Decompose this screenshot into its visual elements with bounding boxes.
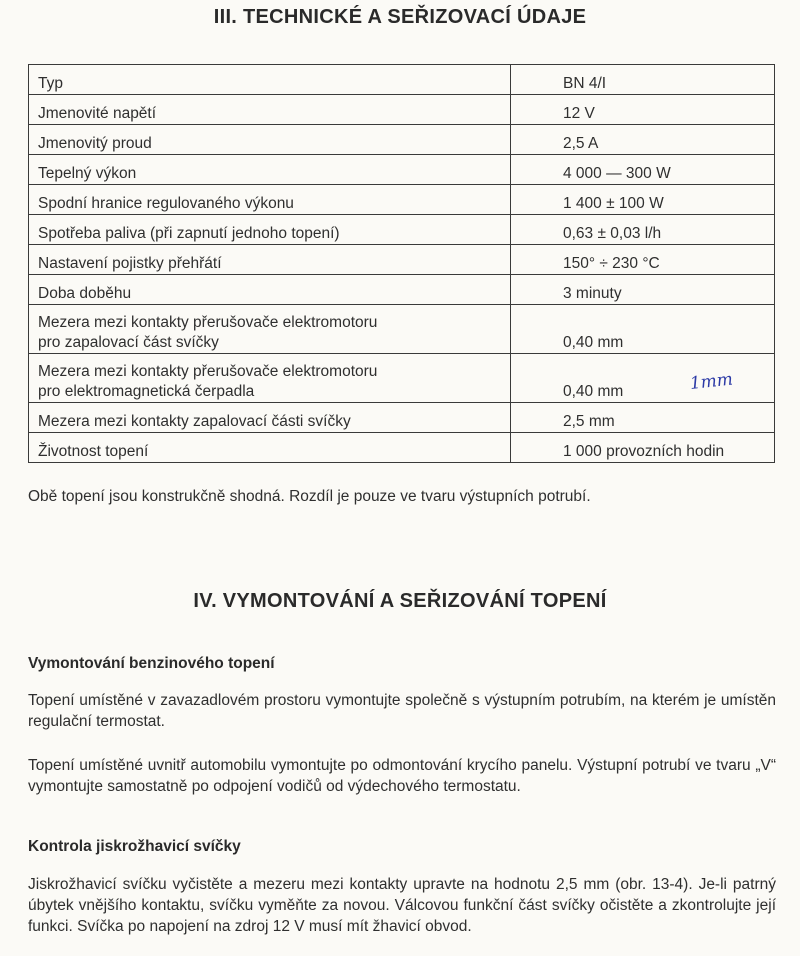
table-row xyxy=(29,275,775,305)
spec-label xyxy=(29,305,511,354)
spec-value: 1 400 ± 100 W xyxy=(511,185,775,215)
spec-value: 0,40 mm xyxy=(511,305,775,354)
spec-value: 12 V xyxy=(511,95,775,125)
spec-label-line: pro zapalovací část svíčky xyxy=(38,334,219,351)
spec-label: Spotřeba paliva (při zapnutí jednoho topení) xyxy=(29,215,511,245)
spec-value: 0,63 ± 0,03 l/h xyxy=(511,215,775,245)
table-row xyxy=(29,433,775,463)
handwritten-note: 1mm xyxy=(688,369,734,394)
spec-label-line: pro elektromagnetická čerpadla xyxy=(38,383,255,400)
spec-label: Jmenovitý proud xyxy=(29,125,511,155)
spec-label xyxy=(29,354,511,403)
table-row xyxy=(29,185,775,215)
spec-label: Nastavení pojistky přehřátí xyxy=(29,245,511,275)
technical-data-table xyxy=(28,64,775,463)
paragraph: Topení umístěné v zavazadlovém prostoru vymontujte společně s výstupním potrubím, na kterém je umístěn regulační termostat. xyxy=(28,692,776,730)
spec-value: 0,40 mm xyxy=(511,354,775,403)
spec-value: 2,5 mm xyxy=(511,403,775,433)
table-row xyxy=(29,95,775,125)
spec-label: Spodní hranice regulovaného výkonu xyxy=(29,185,511,215)
subsection-title: Vymontování benzinového topení xyxy=(28,655,275,672)
spec-label: Doba doběhu xyxy=(29,275,511,305)
spec-value: 4 000 — 300 W xyxy=(511,155,775,185)
table-row xyxy=(29,354,775,403)
table-row xyxy=(29,305,775,354)
table-row xyxy=(29,403,775,433)
spec-label: Mezera mezi kontakty zapalovací části svíčky xyxy=(29,403,511,433)
spec-label: Typ xyxy=(29,65,511,95)
spec-label-line: Mezera mezi kontakty přerušovače elektromotoru xyxy=(38,363,378,380)
section-3-note: Obě topení jsou konstrukčně shodná. Rozdíl je pouze ve tvaru výstupních potrubí. xyxy=(28,488,591,505)
section-4-heading: IV. VYMONTOVÁNÍ A SEŘIZOVÁNÍ TOPENÍ xyxy=(193,590,607,612)
table-row xyxy=(29,155,775,185)
section-3-heading: III. TECHNICKÉ A SEŘIZOVACÍ ÚDAJE xyxy=(213,6,587,28)
spec-value: 2,5 A xyxy=(511,125,775,155)
spec-label: Tepelný výkon xyxy=(29,155,511,185)
paragraph: Topení umístěné uvnitř automobilu vymontujte po odmontování krycího panelu. Výstupní potrubí ve tvaru „V“ vymontujte samostatně po odpojení vodičů od výdechového termostatu. xyxy=(28,757,776,795)
table-row xyxy=(29,215,775,245)
paragraph: Jiskrožhavicí svíčku vyčistěte a mezeru mezi kontakty upravte na hodnotu 2,5 mm (obr. 13-4). Je-li patrný úbytek vnějšího kontaktu, svíčku vyměňte za novou. Válcovou funkční část svíčky očistěte a zkontrolujte její funkci. Svíčka po napojení na zdroj 12 V musí mít žhavicí obvod. xyxy=(28,876,776,935)
subsection-title: Kontrola jiskrožhavicí svíčky xyxy=(28,838,241,855)
spec-label-line: Mezera mezi kontakty přerušovače elektromotoru xyxy=(38,314,378,331)
table-row xyxy=(29,65,775,95)
spec-label: Životnost topení xyxy=(29,433,511,463)
spec-value: 150° ÷ 230 °C xyxy=(511,245,775,275)
table-row xyxy=(29,245,775,275)
spec-label: Jmenovité napětí xyxy=(29,95,511,125)
spec-value: 1 000 provozních hodin xyxy=(511,433,775,463)
spec-value: 3 minuty xyxy=(511,275,775,305)
spec-value: BN 4/I xyxy=(511,65,775,95)
table-row xyxy=(29,125,775,155)
